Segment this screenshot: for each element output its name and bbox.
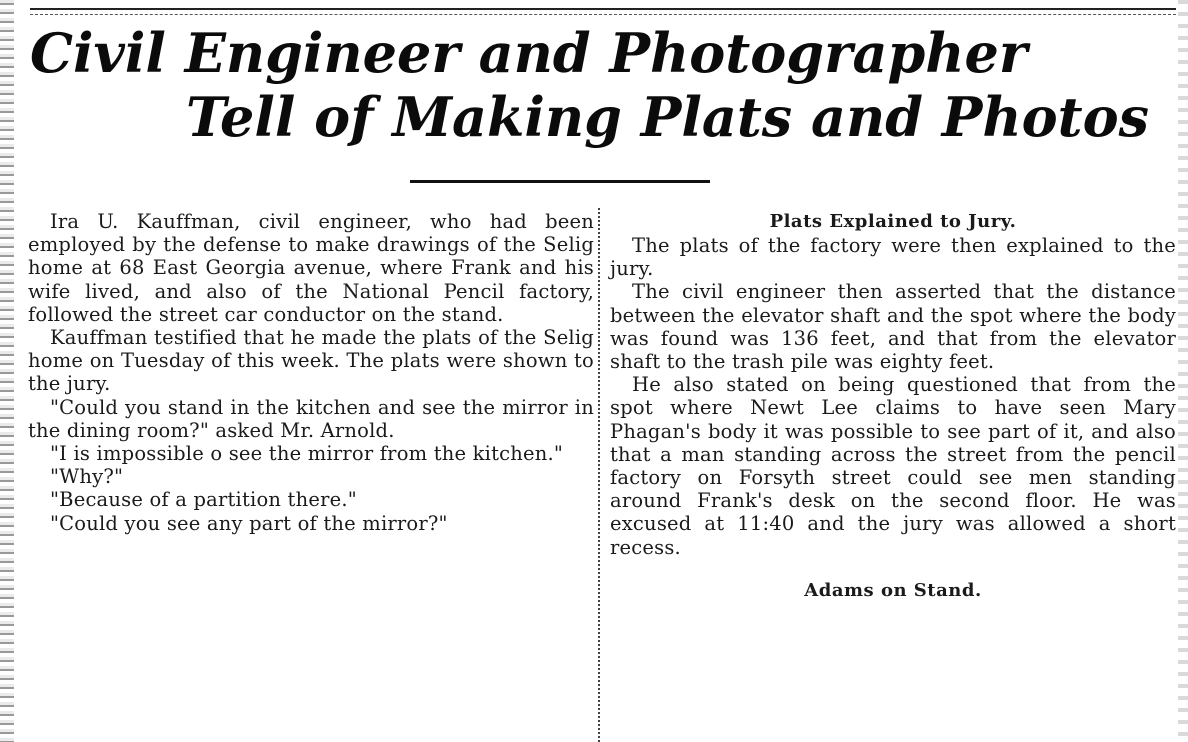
paragraph: The plats of the factory were then explained to the jury. (610, 234, 1176, 281)
page-edge-left (0, 0, 14, 742)
headline-divider (410, 180, 710, 183)
paragraph: "Could you stand in the kitchen and see the mirror in the dining room?" asked Mr. Arnold. (28, 395, 594, 442)
top-rule (30, 8, 1176, 15)
article-column-left (28, 210, 594, 535)
headline-line-1: Civil Engineer and Photographer (30, 21, 1028, 85)
headline-line-2: Tell of Making Plats and Photos (186, 85, 1150, 149)
paragraph: "Could you see any part of the mirror?" (50, 511, 448, 535)
paragraph: "Why?" (50, 465, 124, 489)
paragraph: "I is impossible o see the mirror from the kitchen." (50, 442, 564, 466)
paragraph: Kauffman testified that he made the plats of the Selig home on Tuesday of this week. The plats were shown to the jury. (28, 326, 594, 396)
paragraph: Ira U. Kauffman, civil engineer, who had been employed by the defense to make drawings of the Selig home at 68 East Georgia avenue, where Frank and his wife lived, and also of the National Pencil factory, followed the street car conductor on the stand. (28, 210, 594, 326)
column-divider (598, 208, 600, 742)
paragraph: The civil engineer then asserted that the distance between the elevator shaft and the spot where the body was found was 136 feet, and that from the elevator shaft to the trash pile was eighty feet. (610, 280, 1176, 374)
subheading: Plats Explained to Jury. (769, 211, 1017, 232)
article-column-right (610, 210, 1176, 603)
subheading: Adams on Stand. (804, 579, 982, 601)
page-edge-right (1178, 0, 1188, 742)
paragraph: He also stated on being questioned that from the spot where Newt Lee claims to have seen Mary Phagan's body it was possible to see part of it, and also that a man standing across the street from the pencil factory on Forsyth street could see men standing around Frank's desk on the second floor. He was excused at 11:40 and the jury was allowed a short recess. (610, 373, 1176, 559)
paragraph: "Because of a partition there." (50, 488, 357, 512)
